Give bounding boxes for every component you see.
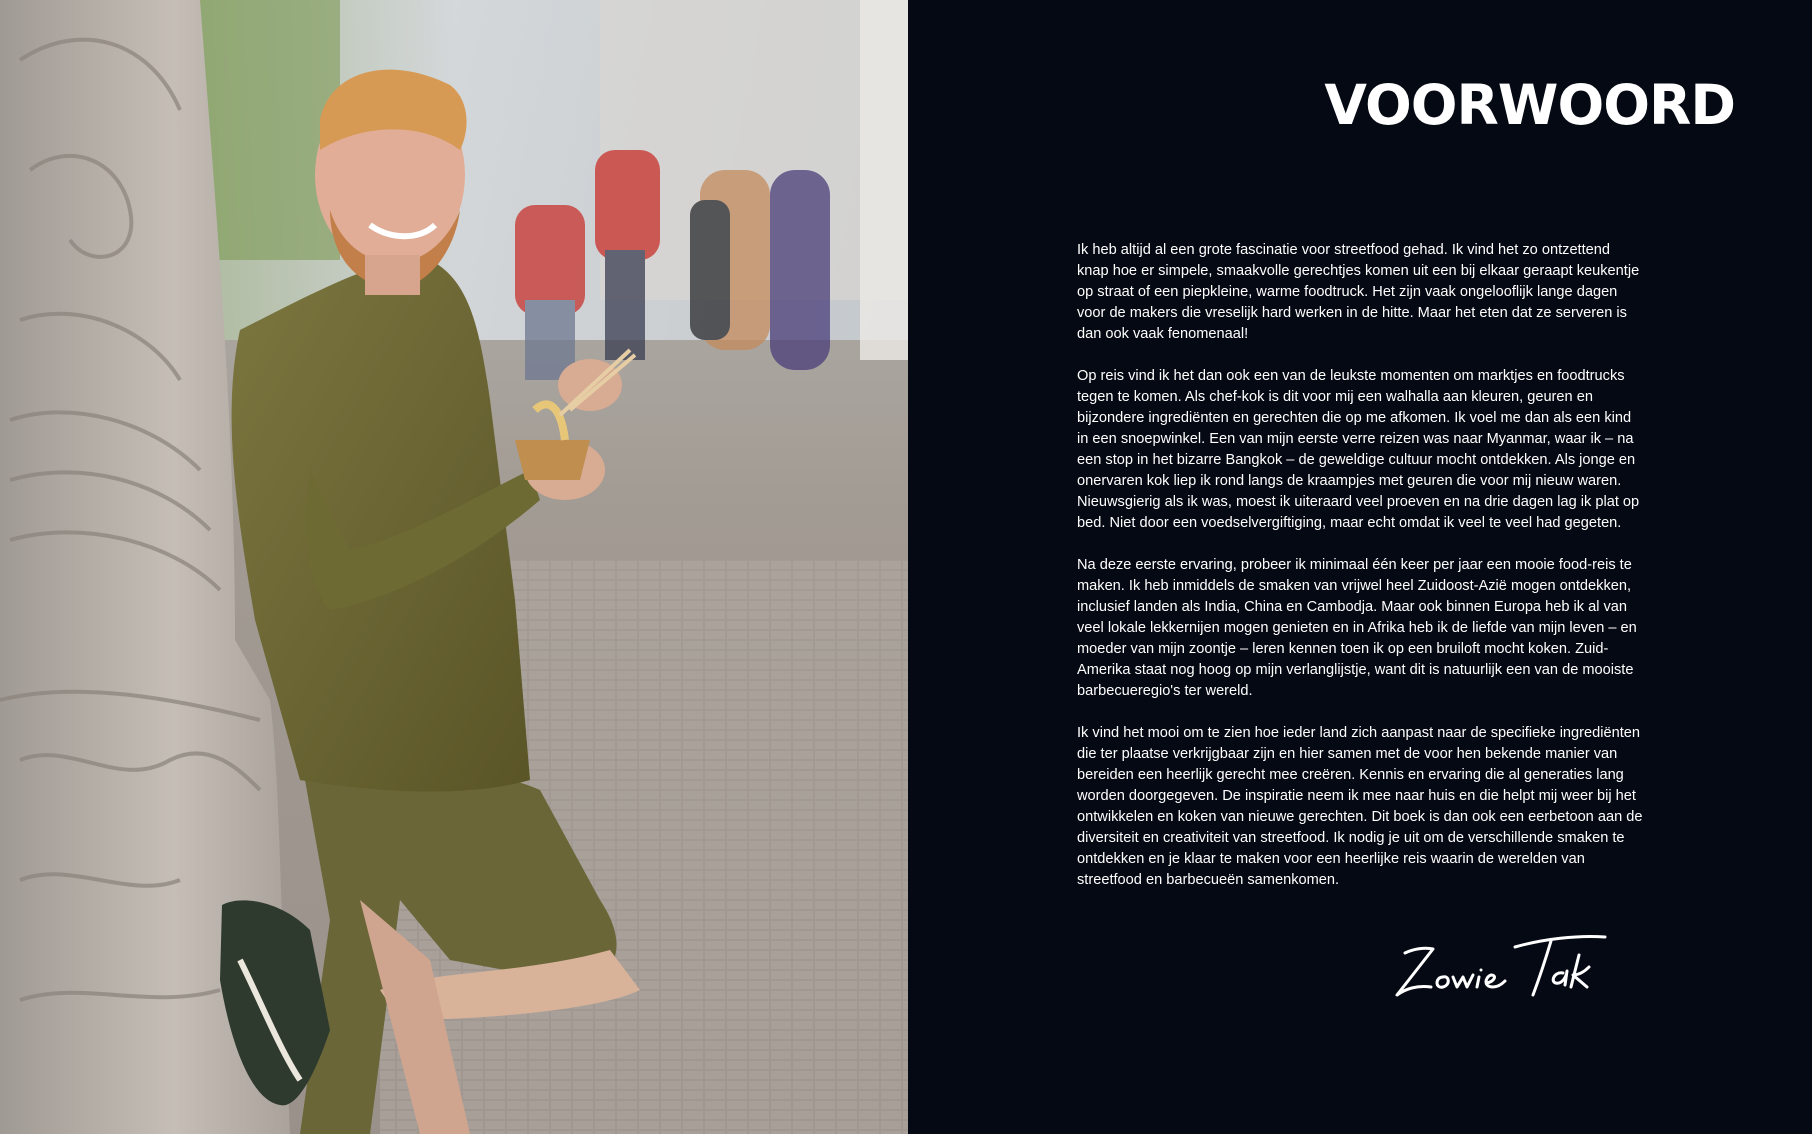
paragraph: Na deze eerste ervaring, probeer ik minimaal één keer per jaar een mooie food-reis te maken. Ik heb inmiddels de smaken van vrijwel heel Zuidoost-Azië mogen ontdekken, inclusief landen als India, China en Cambodja. Maar ook binnen Europa heb ik al van veel lokale lekkernijen mogen genieten en in Afrika heb ik de liefde van mijn leven – en moeder van mijn zoontje – leren kennen toen ik op een bruiloft mocht koken. Zuid-Amerika staat nog hoog op mijn verlanglijstje, want dit is natuurlijk een van de mooiste barbecueregio's ter wereld. <box>1077 557 1637 699</box>
signature <box>1383 925 1623 1005</box>
paragraph: Ik vind het mooi om te zien hoe ieder land zich aanpast naar de specifieke ingrediënten die ter plaatse verkrijgbaar zijn en hier samen met de voor hen bekende manier van bereiden een heerlijk gerecht mee creëren. Kennis en ervaring die al generaties lang worden doorgegeven. De inspiratie neem ik mee naar huis en die helpt mij weer bij het ontwikkelen en koken van nieuwe gerechten. Dit boek is dan ook een eerbetoon aan de diversiteit en creativiteit van streetfood. Ik nodig je uit om de verschillende smaken te ontdekken en je klaar te maken voor een heerlijke reis waarin de werelden van streetfood en barbecueën samenkomen. <box>1077 725 1643 888</box>
text-page <box>908 0 1812 1134</box>
page-title: VOORWOORD <box>1324 73 1735 137</box>
foreword-body <box>1077 240 1643 912</box>
paragraph: Op reis vind ik het dan ook een van de leukste momenten om marktjes en foodtrucks tegen te komen. Als chef-kok is dit voor mij een walhalla aan kleuren, geuren en bijzondere ingrediënten en gerechten die op me afkomen. Ik voel me dan als een kind in een snoepwinkel. Een van mijn eerste verre reizen was naar Myanmar, waar ik – na een stop in het bizarre Bangkok – de geweldige cultuur mocht ontdekken. Als jonge en onervaren kok liep ik rond langs de kraampjes met geuren die voor mij nieuw waren. Nieuwsgierig als ik was, moest ik uiteraard veel proeven en na drie dagen lag ik plat op bed. Niet door een voedselvergiftiging, maar echt omdat ik veel te veel had gegeten. <box>1077 368 1640 531</box>
paragraph: Ik heb altijd al een grote fascinatie voor streetfood gehad. Ik vind het zo ontzettend knap hoe er simpele, smaakvolle gerechtjes komen uit een bij elkaar geraapt keukentje op straat of een piepkleine, warme foodtruck. Het zijn vaak ongelooflijk lange dagen voor de makers die vreselijk hard werken in de hitte. Maar het eten dat ze serveren is dan ook vaak fenomenaal! <box>1077 242 1640 342</box>
